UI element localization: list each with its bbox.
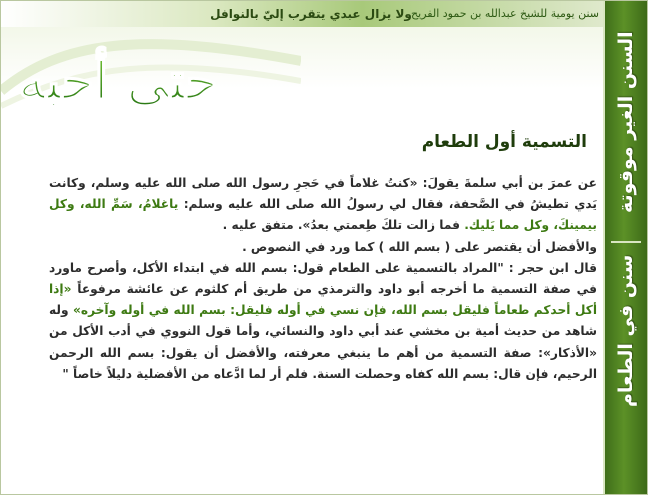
best-practice-paragraph: والأفضل أن يقتصر على ( بسم الله ) كما ورد في النصوص .: [242, 239, 597, 254]
side-strip: [603, 1, 647, 494]
hadith-quote-top: ولا يزال عبدي يتقرب إليّ بالنوافل: [210, 7, 412, 21]
ibn-hajar-quote: «إذا أكل أحدكم طعاماً فليقل بسم الله، فإن نسي في أوله فليقل: بسم الله في أوله وآخره»: [49, 282, 597, 318]
hadith-end: فما زالت تلكَ طِعمتي بعدُ». متفق عليه .: [222, 218, 461, 233]
hadith-green-text: ياغلامُ، سَمِّ الله، وكل بيمينكَ، وكل مما يَليك.: [49, 197, 597, 233]
series-title: سنن يومية للشيخ عبدالله بن حمود الفريح: [411, 7, 599, 20]
logo-calligraphy: [13, 41, 223, 121]
lesson-body: [49, 173, 597, 385]
side-title-bottom: سنن في الطعام: [615, 254, 637, 408]
side-title-top: السنن الغير موقوتة: [615, 31, 637, 213]
lesson-title: التسمية أول الطعام: [421, 132, 587, 152]
logo-text: حتى أحبه: [18, 51, 218, 112]
hadith-paragraph: [49, 173, 597, 237]
hadith-intro: عن عمرَ بن أبي سلمةَ يقولَ: «كنتُ غلاماً في حَجرِ رسول الله صلى الله عليه وسلم، وكانت يَدي تطيشُ في الصَّحفة، فقال لي رسولُ الله صلى الله عليه وسلم:: [49, 176, 597, 212]
ibn-hajar-part2: وله شاهد من حديث أمية بن مخشي عند أبي داود والنسائي، وأما قول النووي في أدب الأكل من «الأذكار»: صفة التسمية من أهم ما ينبغي معرفته، والأفضل أن يقول: بسم الله الرحمن الرحيم، فإن قال: بسم الله كفاه وحصلت السنة. فلم أر لما ادَّعاه من الأفضلية دليلاً خاصاً ": [49, 303, 597, 381]
ibn-hajar-part1: قال ابن حجر : "المراد بالتسمية على الطعام قول: بسم الله في ابتداء الأكل، وأصرح ماورد في صفة التسمية ما أخرجه أبو داود والترمذي من طريق أم كلثوم عن عائشة مرفوعاً: [49, 260, 597, 297]
ibn-hajar-paragraph: [49, 258, 597, 385]
side-divider: [611, 241, 641, 243]
header-banner: [1, 1, 603, 126]
